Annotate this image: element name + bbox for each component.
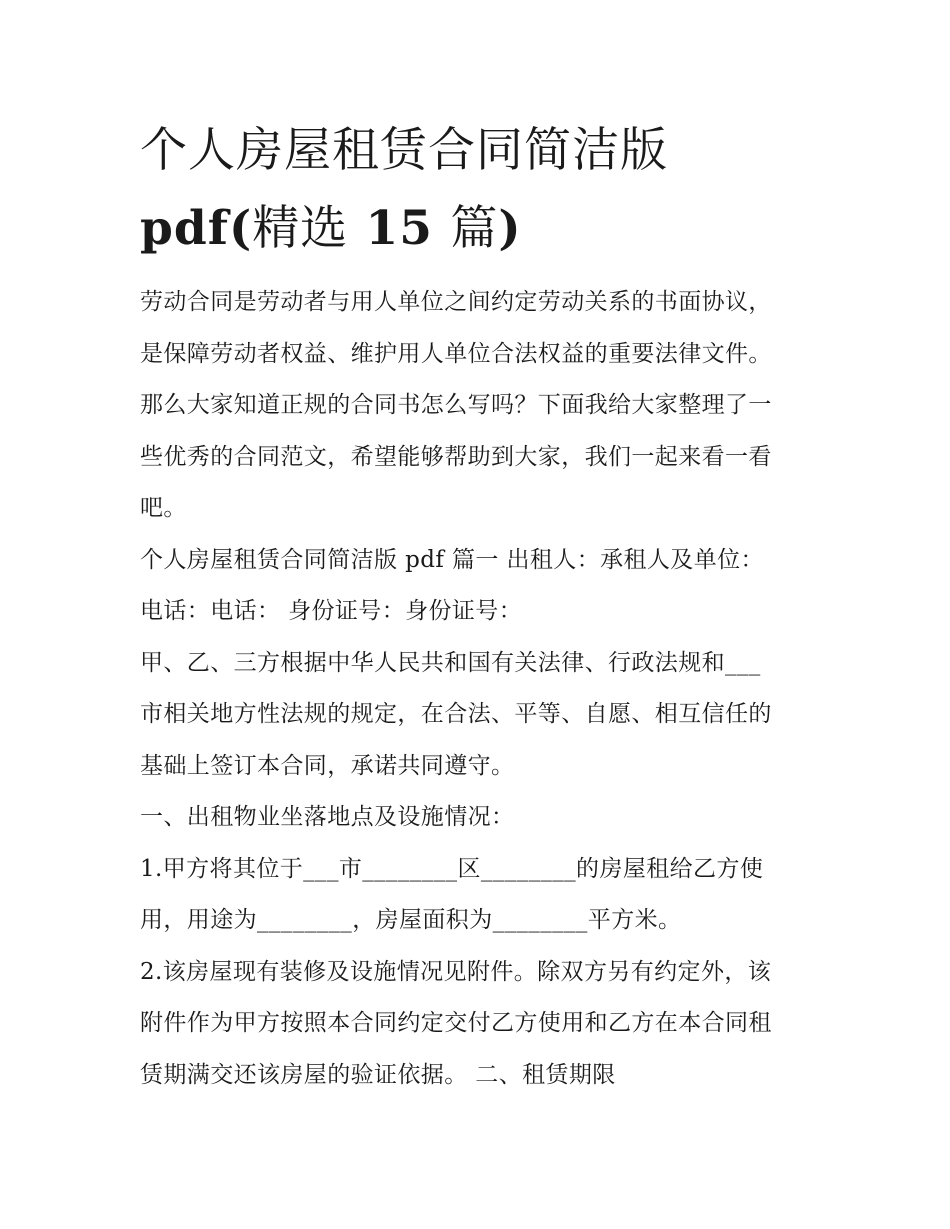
body-line: 1.甲方将其位于___市________区________的房屋租给乙方使 [140,855,764,882]
title-prefix: pdf( [140,201,253,256]
body-line: 个人房屋租赁合同简洁版 pdf 篇一 出租人：承租人及单位： [140,546,764,573]
body-line: 一、出租物业坐落地点及设施情况： [140,804,515,830]
title-line-1: 个人房屋租赁合同简洁版 [140,123,668,178]
title-number: 15 [348,201,451,256]
body-line: 赁期满交还该房屋的验证依据。 二、租赁期限 [140,1061,616,1088]
body-line: 甲、乙、三方根据中华人民共和国有关法律、行政法规和___ [140,649,761,676]
title-suffix: ) [498,201,522,256]
body-line: 2.该房屋现有装修及设施情况见附件。除双方另有约定外，该 [140,958,772,985]
body-line: 些优秀的合同范文，希望能够帮助到大家，我们一起来看一看 [140,443,772,470]
body-line: 附件作为甲方按照本合同约定交付乙方使用和乙方在本合同租 [140,1010,772,1036]
body-line: 电话：电话： 身份证号：身份证号： [140,598,523,624]
body-line: 用，用途为________，房屋面积为________平方米。 [140,907,682,933]
body-line: 劳动合同是劳动者与用人单位之间约定劳动关系的书面协议， [140,289,772,315]
body-line: 基础上签订本合同，承诺共同遵守。 [140,752,515,779]
body-line: 那么大家知道正规的合同书怎么写吗？下面我给大家整理了一 [140,392,772,418]
document-body [140,277,820,1101]
title-cjk-2: 篇 [450,201,499,256]
document-title [140,112,820,268]
body-line: 是保障劳动者权益、维护用人单位合法权益的重要法律文件。 [140,340,772,367]
body-line: 吧。 [140,495,187,521]
title-line-2 [140,190,820,268]
body-line: 市相关地方性法规的规定，在合法、平等、自愿、相互信任的 [140,701,772,727]
title-cjk-1: 精选 [252,201,349,256]
